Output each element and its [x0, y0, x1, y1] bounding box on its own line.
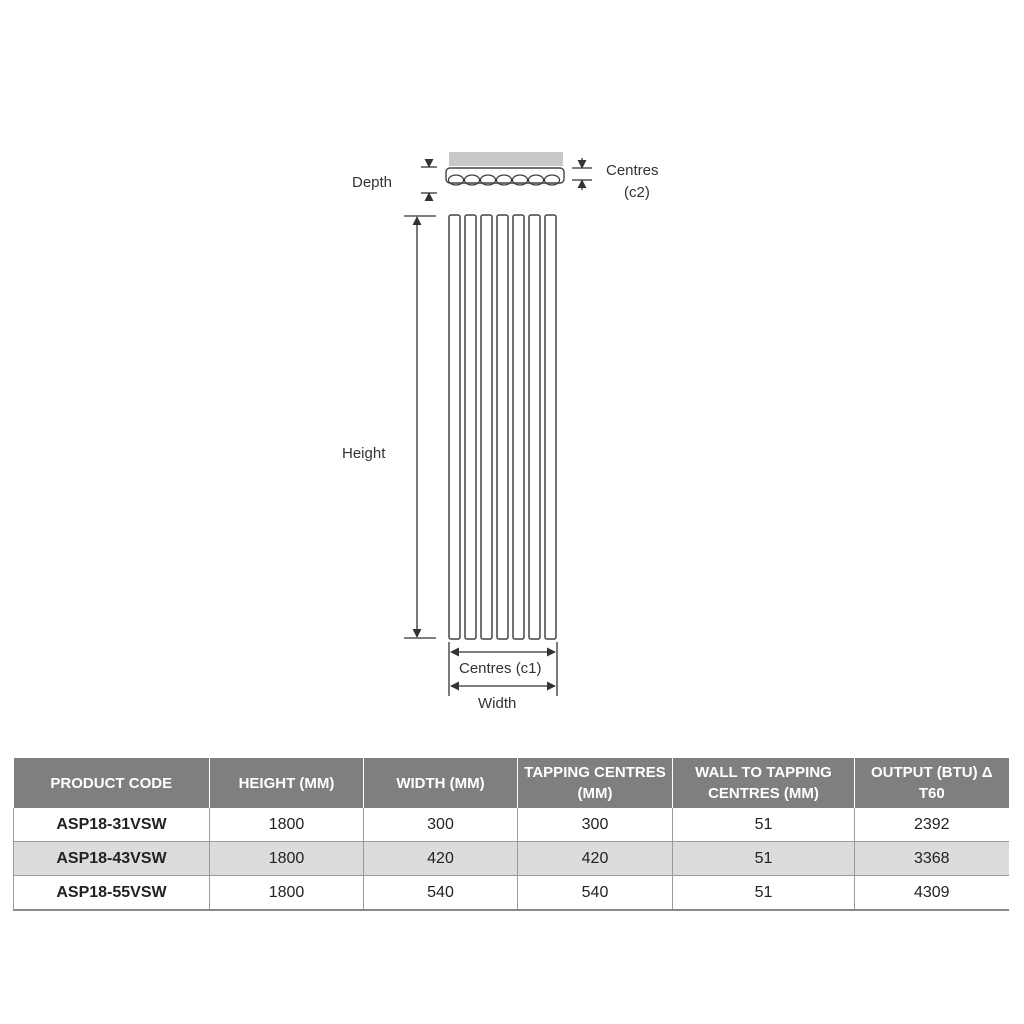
- product-code-cell: ASP18-55VSW: [14, 876, 210, 911]
- centres-c2-label-line2: (c2): [624, 184, 650, 201]
- header-tapping-centres: TAPPING CENTRES (MM): [518, 758, 673, 808]
- product-code-cell: ASP18-43VSW: [14, 842, 210, 876]
- width-cell: 420: [364, 842, 518, 876]
- table-row: [14, 842, 1009, 876]
- wall-to-tapping-cell: 51: [673, 808, 855, 842]
- tapping-centres-cell: 540: [518, 876, 673, 911]
- width-label: Width: [478, 695, 517, 712]
- height-dimension: [404, 216, 436, 638]
- centres-c2-dimension: [572, 158, 592, 190]
- depth-label: Depth: [352, 174, 393, 191]
- header-height: HEIGHT (MM): [210, 758, 364, 808]
- table-header-row: [14, 758, 1009, 808]
- header-output: OUTPUT (BTU) Δ T60: [855, 758, 1009, 808]
- height-cell: 1800: [210, 808, 364, 842]
- centres-c1-label: Centres (c1): [459, 660, 542, 677]
- centres-c2-label-line1: Centres: [606, 162, 659, 179]
- table-row: [14, 808, 1009, 842]
- product-spec-table: [13, 758, 1009, 911]
- tapping-centres-cell: 300: [518, 808, 673, 842]
- width-cell: 540: [364, 876, 518, 911]
- header-wall-to-tapping-centres: WALL TO TAPPING CENTRES (MM): [673, 758, 855, 808]
- wall-to-tapping-cell: 51: [673, 842, 855, 876]
- height-cell: 1800: [210, 876, 364, 911]
- header-width: WIDTH (MM): [364, 758, 518, 808]
- output-cell: 3368: [855, 842, 1009, 876]
- height-label: Height: [342, 445, 386, 462]
- tapping-centres-cell: 420: [518, 842, 673, 876]
- depth-dimension: [421, 160, 437, 200]
- header-product-code: PRODUCT CODE: [14, 758, 210, 808]
- radiator-front-view: [449, 215, 556, 639]
- radiator-top-view: [421, 152, 592, 200]
- output-cell: 4309: [855, 876, 1009, 911]
- height-cell: 1800: [210, 842, 364, 876]
- width-cell: 300: [364, 808, 518, 842]
- table-row: [14, 876, 1009, 911]
- output-cell: 2392: [855, 808, 1009, 842]
- product-code-cell: ASP18-31VSW: [14, 808, 210, 842]
- wall-plate: [449, 152, 563, 166]
- wall-to-tapping-cell: 51: [673, 876, 855, 911]
